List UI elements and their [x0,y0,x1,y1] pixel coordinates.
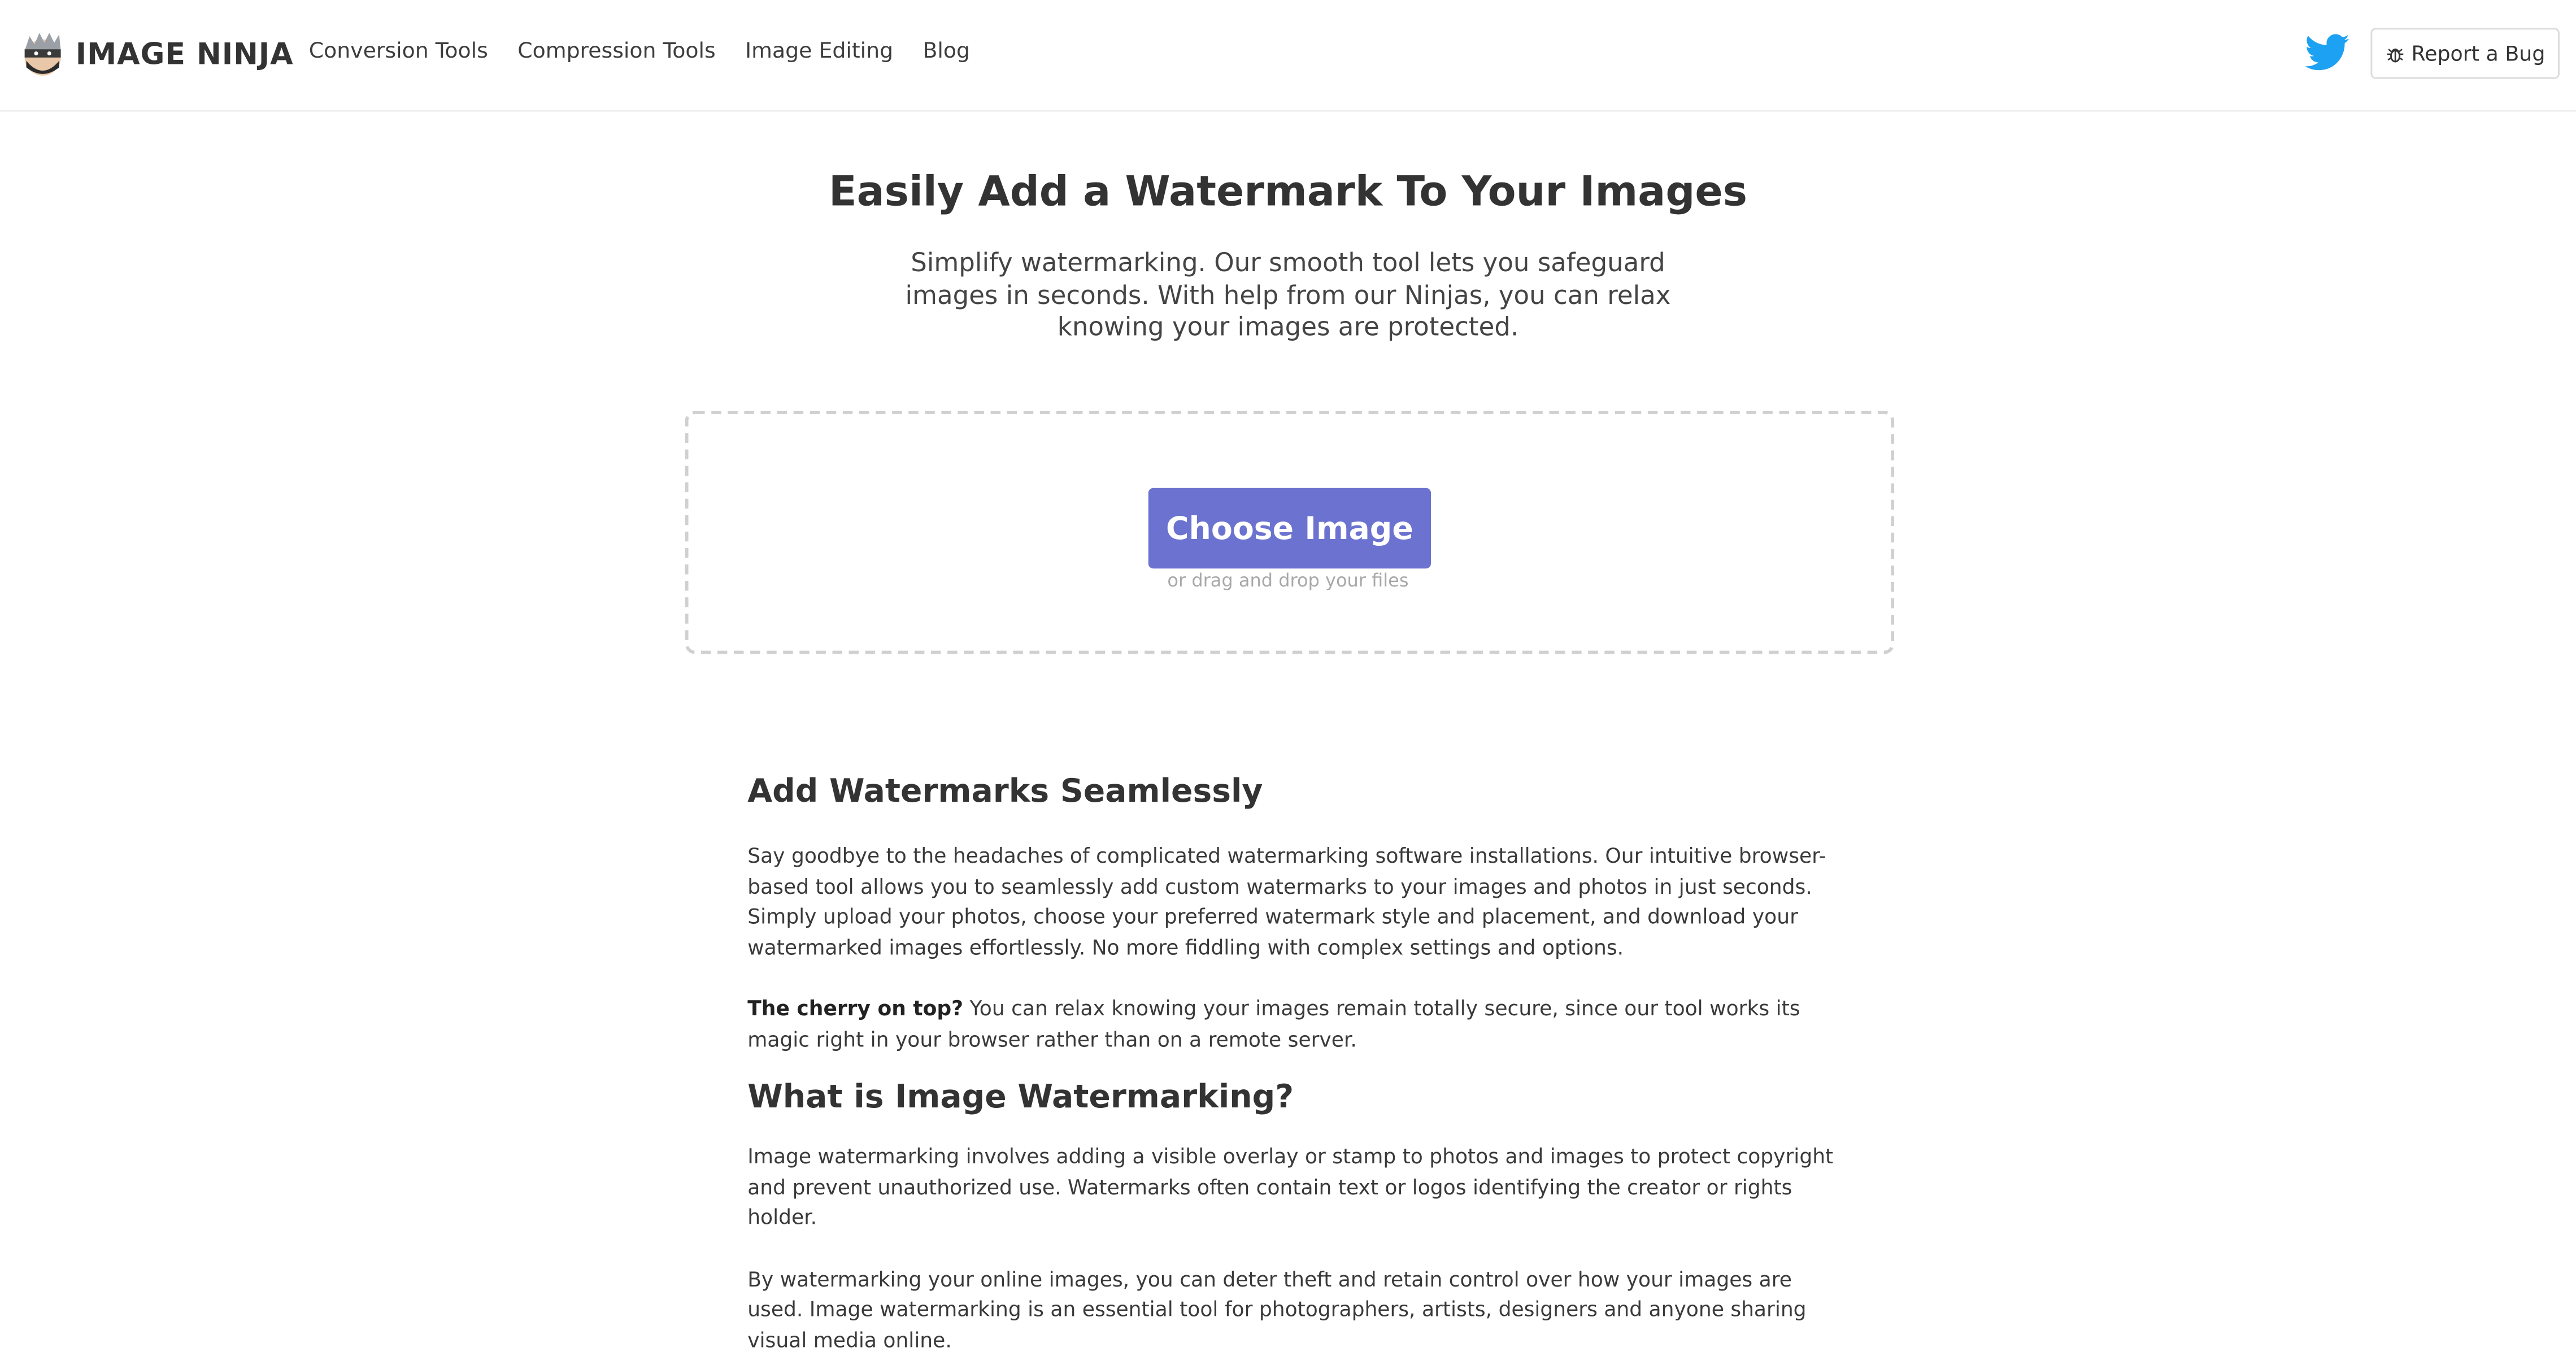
paragraph-text: You can relax knowing your images remain totally secure, since our tool works its magic right in your browser rather than on a remote server. [747,996,1800,1051]
paragraph [747,994,1842,1055]
choose-image-button[interactable]: Choose Image [1148,488,1431,569]
section-heading: Add Watermarks Seamlessly [747,772,1263,810]
nav-conversion-tools[interactable]: Conversion Tools [308,39,488,64]
bold-lead: The cherry on top? [747,996,964,1020]
page-subtitle: Simplify watermarking. Our smooth tool lets you safeguard images in seconds. With help from our Ninjas, you can relax knowing your images are protected. [905,248,1671,342]
paragraph: Image watermarking involves adding a visible overlay or stamp to photos and images to protect copyright and prevent unauthorized use. Watermarks often contain text or logos identifying the creator or rights holder. [747,1144,1834,1230]
paragraph: By watermarking your online images, you can deter theft and retain control over how your images are used. Image watermarking is an essential tool for photographers, artists, designers and anyone sharing visual media online. [747,1266,1807,1352]
bug-icon [2385,44,2405,63]
nav-compression-tools[interactable]: Compression Tools [517,39,716,64]
drag-drop-hint: or drag and drop your files [1167,570,1409,592]
twitter-icon[interactable] [2305,33,2349,72]
paragraph: Say goodbye to the headaches of complicated watermarking software installations. Our intuitive browser-based tool allows you to seamlessly add custom watermarks to your images and photos in just seconds. Simply upload your photos, choose your preferred watermark style and placement, and download your watermarked images effortlessly. No more fiddling with complex settings and options. [747,842,1826,959]
section-heading: What is Image Watermarking? [747,1078,1294,1116]
article-content [747,772,1842,1356]
brand-link[interactable] [20,29,294,79]
site-header [0,0,2576,112]
brand-name: IMAGE NINJA [75,37,294,72]
page-title: Easily Add a Watermark To Your Images [828,167,1748,215]
nav-blog[interactable]: Blog [923,39,971,64]
ninja-logo-icon [20,31,66,77]
report-bug-button[interactable] [2370,28,2559,79]
report-bug-label: Report a Bug [2411,41,2545,66]
main-nav [309,40,970,64]
nav-image-editing[interactable]: Image Editing [745,39,894,64]
